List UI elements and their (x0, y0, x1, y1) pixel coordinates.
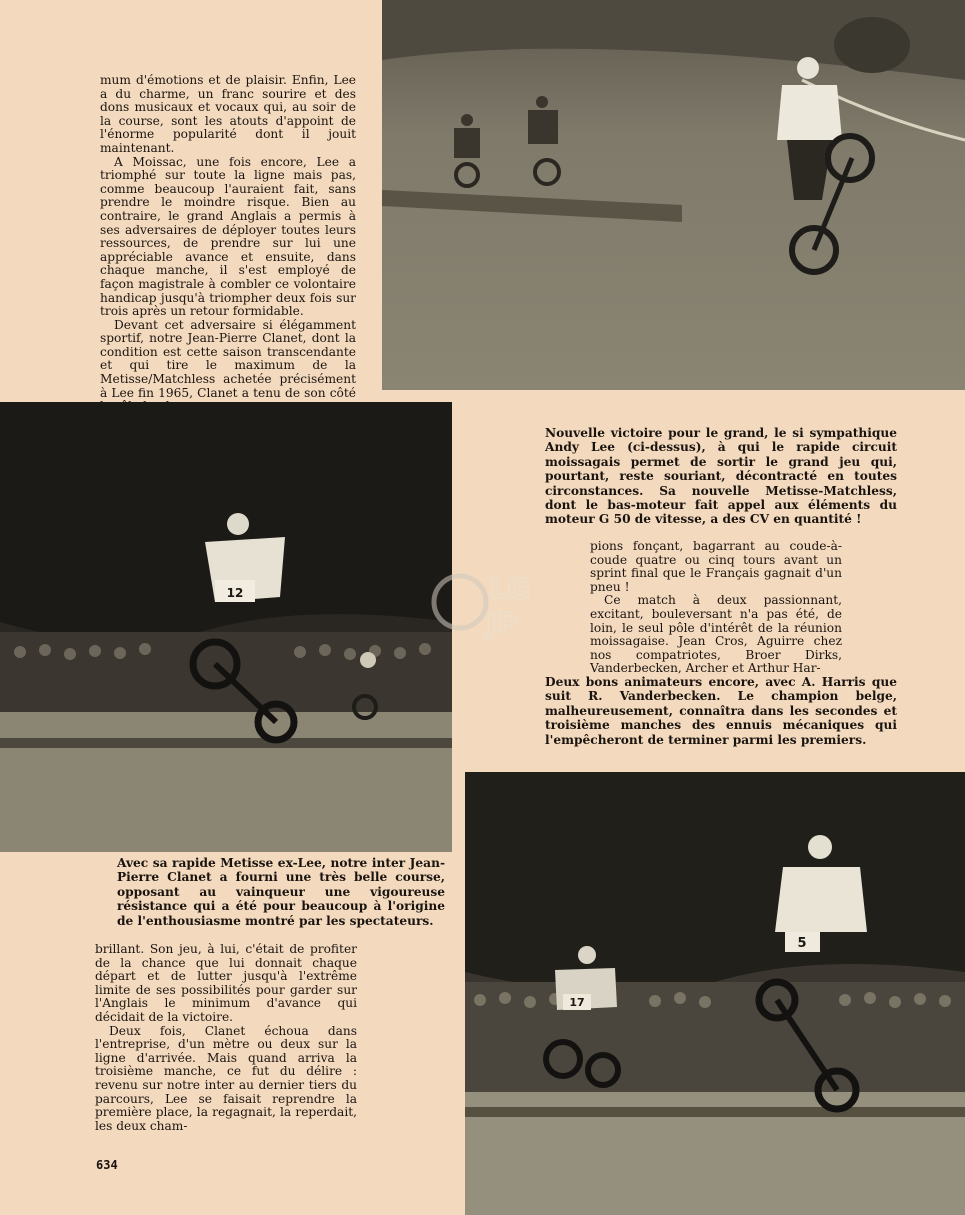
paragraph: mum d'émotions et de plaisir. Enfin, Lee a du charme, un franc sourire et des dons musicaux et vocaux qui, au soir de la course, sont les atouts d'appoint de l'énorme popularité dont il jouit maintenant. (100, 73, 356, 155)
article-column-1-top (100, 74, 356, 414)
paragraph: A Moissac, une fois encore, Lee a triomphé sur toute la ligne mais pas, comme beaucoup l'auraient fait, sans prendre le moindre risque. Bien au contraire, le grand Anglais a permis à ses adversaires de déployer toutes leurs ressources, de prendre sur lui une appréciable avance et ensuite, dans chaque manche, il s'est employé de façon magistrale à combler ce volontaire handicap jusqu'à triompher deux fois sur trois après un retour formidable. (100, 154, 356, 319)
article-column-1-bottom (95, 943, 357, 1133)
racing-number-17: 17 (569, 996, 585, 1009)
photo-andy-lee (382, 0, 965, 390)
photo-clanet-jump (0, 402, 452, 852)
watermark-lg: LG (489, 572, 531, 605)
paragraph: Ce match à deux passionnant, excitant, bouleversant n'a pas été, de loin, le seul pôle d'intérêt de la réunion moissagaise. Jean Cros, Aguirre chez nos compatriotes, Broer Dirks, Vanderbecken, Archer et Arthur Har- (590, 593, 842, 676)
paragraph: Devant cet adversaire si élégamment sportif, notre Jean-Pierre Clanet, dont la condition est cette saison transcendante et qui tire le maximum de la Metisse/Matchless achetée précisément à Lee fin 1965, Clanet a tenu de son côté (100, 317, 356, 400)
article-column-2-middle (590, 540, 842, 676)
paragraph: pions fonçant, bagarrant au coude-à-coude quatre ou cinq tours avant un sprint final que le Français gagnait d'un pneu ! (590, 539, 842, 594)
watermark-jp: JP (486, 606, 518, 639)
caption-andy-lee: Nouvelle victoire pour le grand, le si sympathique Andy Lee (ci-dessus), à qui le rapide circuit moissagais permet de sortir le grand jeu qui, pourtant, reste souriant, décontracté en toutes circonstances. Sa nouvelle Metisse-Matchless, dont le bas-moteur fait appel aux éléments du moteur G 50 de vitesse, a des CV en quantité ! (545, 426, 897, 527)
paragraph: brillant. Son jeu, à lui, c'était de profiter de la chance que lui donnait chaque départ et de lutter jusqu'à l'extrême limite de ses possibilités pour garder sur l'Anglais le minimum d'avance qui décidait de la victoire. (95, 942, 357, 1024)
racing-number-5: 5 (797, 936, 807, 951)
page-number: 634 (96, 1158, 118, 1172)
paragraph: Deux fois, Clanet échoua dans l'entreprise, d'un mètre ou deux sur la ligne d'arrivée. Mais quand arriva la troisième manche, ce fut du délire : revenu sur notre inter au dernier tiers du parcours, Lee se faisait reprendre la première place, la regagnait, la reperdait, les deux cham- (95, 1023, 357, 1133)
racing-number-12: 12 (226, 586, 244, 600)
photo-harris-vanderbecken (465, 772, 965, 1215)
caption-harris-vanderbecken: Deux bons animateurs encore, avec A. Harris que suit R. Vanderbecken. Le champion belge, malheureusement, connaîtra dans les secondes et troisième manches des ennuis mécaniques qui l'empêcheront de terminer parmi les premiers. (545, 675, 897, 747)
caption-clanet: Avec sa rapide Metisse ex-Lee, notre inter Jean-Pierre Clanet a fourni une très belle course, opposant au vainqueur une vigoureuse résistance qui a été pour beaucoup à l'origine de l'enthousiasme montré par les spectateurs. (117, 856, 445, 928)
